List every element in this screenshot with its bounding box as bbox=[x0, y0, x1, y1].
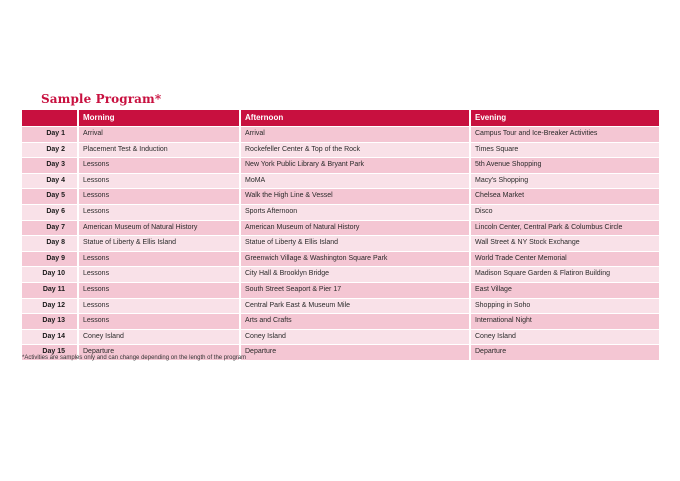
morning-cell: American Museum of Natural History bbox=[78, 220, 240, 236]
day-cell: Day 6 bbox=[22, 204, 78, 220]
afternoon-cell: Arrival bbox=[240, 127, 470, 143]
table-row bbox=[22, 220, 660, 236]
day-cell: Day 13 bbox=[22, 314, 78, 330]
day-cell: Day 9 bbox=[22, 251, 78, 267]
header-evening: Evening bbox=[470, 110, 660, 127]
afternoon-cell: Sports Afternoon bbox=[240, 204, 470, 220]
header-afternoon: Afternoon bbox=[240, 110, 470, 127]
table-row bbox=[22, 282, 660, 298]
day-cell: Day 5 bbox=[22, 189, 78, 205]
afternoon-cell: Statue of Liberty & Ellis Island bbox=[240, 236, 470, 252]
morning-cell: Statue of Liberty & Ellis Island bbox=[78, 236, 240, 252]
table-row bbox=[22, 236, 660, 252]
day-cell: Day 3 bbox=[22, 158, 78, 174]
evening-cell: International Night bbox=[470, 314, 660, 330]
afternoon-cell: South Street Seaport & Pier 17 bbox=[240, 282, 470, 298]
afternoon-cell: Greenwich Village & Washington Square Park bbox=[240, 251, 470, 267]
morning-cell: Lessons bbox=[78, 267, 240, 283]
table-row bbox=[22, 298, 660, 314]
evening-cell: Chelsea Market bbox=[470, 189, 660, 205]
afternoon-cell: MoMA bbox=[240, 173, 470, 189]
program-table bbox=[22, 110, 661, 361]
header-day bbox=[22, 110, 78, 127]
morning-cell: Lessons bbox=[78, 282, 240, 298]
afternoon-cell: Rockefeller Center & Top of the Rock bbox=[240, 142, 470, 158]
afternoon-cell: City Hall & Brooklyn Bridge bbox=[240, 267, 470, 283]
evening-cell: Lincoln Center, Central Park & Columbus Circle bbox=[470, 220, 660, 236]
day-cell: Day 15 bbox=[22, 345, 78, 361]
table-row bbox=[22, 204, 660, 220]
header-morning: Morning bbox=[78, 110, 240, 127]
evening-cell: Madison Square Garden & Flatiron Building bbox=[470, 267, 660, 283]
morning-cell: Lessons bbox=[78, 204, 240, 220]
table-row bbox=[22, 142, 660, 158]
morning-cell: Lessons bbox=[78, 189, 240, 205]
afternoon-cell: Arts and Crafts bbox=[240, 314, 470, 330]
day-cell: Day 7 bbox=[22, 220, 78, 236]
evening-cell: East Village bbox=[470, 282, 660, 298]
afternoon-cell: American Museum of Natural History bbox=[240, 220, 470, 236]
table-row bbox=[22, 173, 660, 189]
day-cell: Day 10 bbox=[22, 267, 78, 283]
table-row bbox=[22, 189, 660, 205]
morning-cell: Departure bbox=[78, 345, 240, 361]
day-cell: Day 2 bbox=[22, 142, 78, 158]
morning-cell: Coney Island bbox=[78, 329, 240, 345]
table-row bbox=[22, 158, 660, 174]
table-row bbox=[22, 267, 660, 283]
afternoon-cell: Coney Island bbox=[240, 329, 470, 345]
afternoon-cell: Departure bbox=[240, 345, 470, 361]
evening-cell: Macy's Shopping bbox=[470, 173, 660, 189]
evening-cell: Coney Island bbox=[470, 329, 660, 345]
day-cell: Day 4 bbox=[22, 173, 78, 189]
morning-cell: Lessons bbox=[78, 314, 240, 330]
table-row bbox=[22, 329, 660, 345]
footnote: *Activities are samples only and can change depending on the length of the program bbox=[22, 355, 247, 361]
evening-cell: 5th Avenue Shopping bbox=[470, 158, 660, 174]
day-cell: Day 14 bbox=[22, 329, 78, 345]
evening-cell: Disco bbox=[470, 204, 660, 220]
program-title: Sample Program* bbox=[41, 92, 162, 106]
evening-cell: Shopping in Soho bbox=[470, 298, 660, 314]
afternoon-cell: New York Public Library & Bryant Park bbox=[240, 158, 470, 174]
table-row bbox=[22, 127, 660, 143]
table-row bbox=[22, 251, 660, 267]
morning-cell: Placement Test & Induction bbox=[78, 142, 240, 158]
evening-cell: Wall Street & NY Stock Exchange bbox=[470, 236, 660, 252]
day-cell: Day 12 bbox=[22, 298, 78, 314]
table-header-row bbox=[22, 110, 660, 127]
evening-cell: Times Square bbox=[470, 142, 660, 158]
program-body bbox=[22, 127, 660, 361]
evening-cell: Departure bbox=[470, 345, 660, 361]
afternoon-cell: Walk the High Line & Vessel bbox=[240, 189, 470, 205]
day-cell: Day 11 bbox=[22, 282, 78, 298]
table-row bbox=[22, 314, 660, 330]
day-cell: Day 1 bbox=[22, 127, 78, 143]
afternoon-cell: Central Park East & Museum Mile bbox=[240, 298, 470, 314]
evening-cell: World Trade Center Memorial bbox=[470, 251, 660, 267]
morning-cell: Lessons bbox=[78, 298, 240, 314]
morning-cell: Lessons bbox=[78, 173, 240, 189]
morning-cell: Lessons bbox=[78, 251, 240, 267]
day-cell: Day 8 bbox=[22, 236, 78, 252]
evening-cell: Campus Tour and Ice-Breaker Activities bbox=[470, 127, 660, 143]
morning-cell: Lessons bbox=[78, 158, 240, 174]
morning-cell: Arrival bbox=[78, 127, 240, 143]
